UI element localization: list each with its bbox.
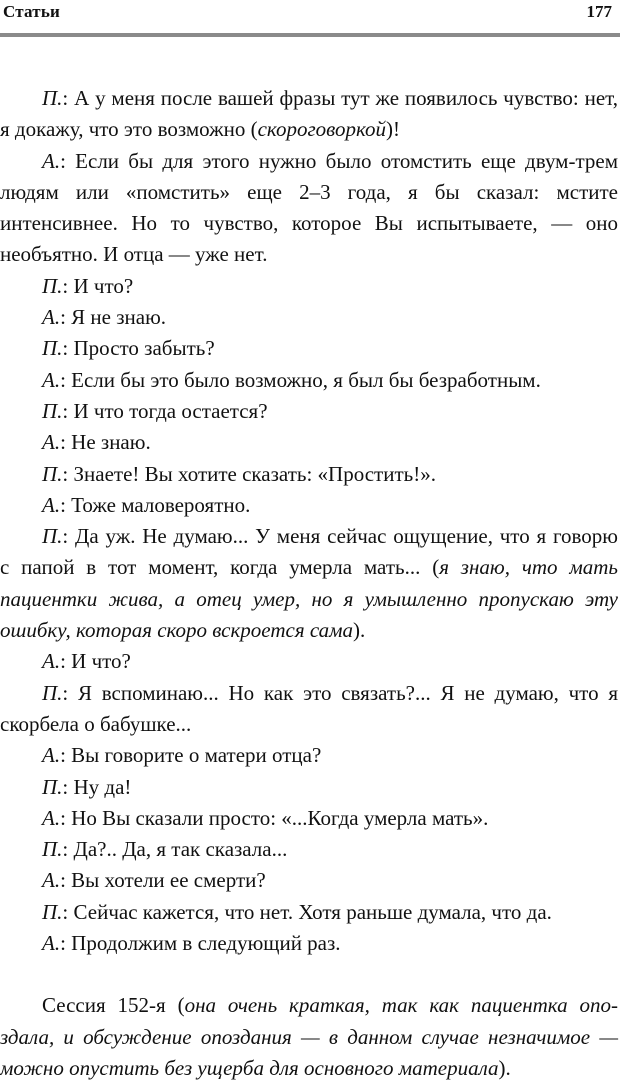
dialogue-line: П.: А у меня после вашей фразы тут же появилось чувство: нет, bbox=[42, 86, 618, 110]
dialogue-line: с папой в тот момент, когда умерла мать... (я знаю, что мать bbox=[0, 555, 618, 580]
speaker-label: П. bbox=[42, 336, 63, 361]
dialogue-line: людям или «помстить» еще 2–3 года, я бы сказал: мстите bbox=[0, 179, 618, 204]
speaker-label: П. bbox=[42, 774, 63, 799]
dialogue-line: П.: Знаете! Вы хотите сказать: «Простить!». bbox=[42, 461, 436, 486]
speaker-label: А. bbox=[42, 148, 61, 173]
dialogue-line: я докажу, что это возможно (скороговоркой)! bbox=[0, 117, 401, 142]
dialogue-line: П.: Я вспоминаю... Но как это связать?... Я не думаю, что я bbox=[42, 680, 618, 705]
dialogue-line: А.: Продолжим в следующий раз. bbox=[42, 931, 341, 956]
dialogue-body bbox=[0, 83, 618, 959]
speaker-label: А. bbox=[42, 367, 61, 392]
speaker-label: А. bbox=[42, 430, 61, 455]
speaker-label: А. bbox=[42, 743, 61, 768]
speaker-label: П. bbox=[42, 837, 63, 862]
speaker-label: А. bbox=[42, 931, 61, 956]
speaker-label: П. bbox=[42, 273, 63, 298]
dialogue-line: скорбела о бабушке... bbox=[0, 711, 192, 736]
dialogue-line: А.: Не знаю. bbox=[42, 430, 151, 455]
speaker-label: П. bbox=[42, 524, 63, 549]
speaker-label: А. bbox=[42, 868, 61, 893]
dialogue-line: пациентки жива, а отец умер, но я умышленно пропускаю эту bbox=[0, 586, 618, 611]
running-head-title: Статьи bbox=[3, 2, 61, 21]
speaker-label: П. bbox=[42, 461, 63, 486]
session-paragraph bbox=[0, 990, 618, 1085]
dialogue-line: П.: Просто забыть? bbox=[42, 336, 215, 361]
dialogue-line: А.: Я не знаю. bbox=[42, 305, 167, 330]
dialogue-line: А.: Но Вы сказали просто: «...Когда умерла мать». bbox=[42, 805, 489, 830]
dialogue-line: П.: И что? bbox=[42, 273, 134, 298]
page-number: 177 bbox=[586, 2, 612, 21]
dialogue-line: П.: Да?.. Да, я так сказала... bbox=[42, 837, 288, 862]
session-line: здала, и обсуждение опоздания — в данном случае незначимое — bbox=[0, 1024, 618, 1049]
dialogue-line: ошибку, которая скоро вскроется сама). bbox=[0, 618, 366, 643]
dialogue-line: А.: Если бы для этого нужно было отомстить еще двум-трем bbox=[42, 148, 618, 173]
dialogue-line: необъятно. И отца — уже нет. bbox=[0, 242, 268, 267]
session-line: можно опустить без ущерба для основного материала). bbox=[0, 1056, 511, 1080]
session-line: Сессия 152-я (она очень краткая, так как пациентка опо- bbox=[42, 993, 618, 1017]
page-header bbox=[0, 0, 620, 40]
speaker-label: А. bbox=[42, 649, 61, 674]
dialogue-line: А.: И что? bbox=[42, 649, 131, 674]
dialogue-line: П.: Сейчас кажется, что нет. Хотя раньше думала, что да. bbox=[42, 899, 552, 924]
dialogue-line: интенсивнее. Но то чувство, которое Вы испытываете, — оно bbox=[0, 211, 618, 236]
speaker-label: П. bbox=[42, 398, 63, 423]
speaker-label: П. bbox=[42, 680, 63, 705]
speaker-label: П. bbox=[42, 899, 63, 924]
dialogue-line: П.: И что тогда остается? bbox=[42, 398, 268, 423]
speaker-label: А. bbox=[42, 305, 61, 330]
dialogue-line: А.: Тоже маловероятно. bbox=[42, 492, 251, 517]
speaker-label: А. bbox=[42, 805, 61, 830]
speaker-label: П. bbox=[42, 86, 63, 110]
dialogue-line: П.: Ну да! bbox=[42, 774, 132, 799]
header-rule bbox=[0, 33, 620, 37]
speaker-label: А. bbox=[42, 492, 61, 517]
dialogue-line: А.: Вы хотели ее смерти? bbox=[42, 868, 266, 893]
dialogue-line: А.: Вы говорите о матери отца? bbox=[42, 743, 322, 768]
dialogue-line: А.: Если бы это было возможно, я был бы безработным. bbox=[42, 367, 541, 392]
dialogue-line: П.: Да уж. Не думаю... У меня сейчас ощущение, что я говорю bbox=[42, 524, 618, 549]
